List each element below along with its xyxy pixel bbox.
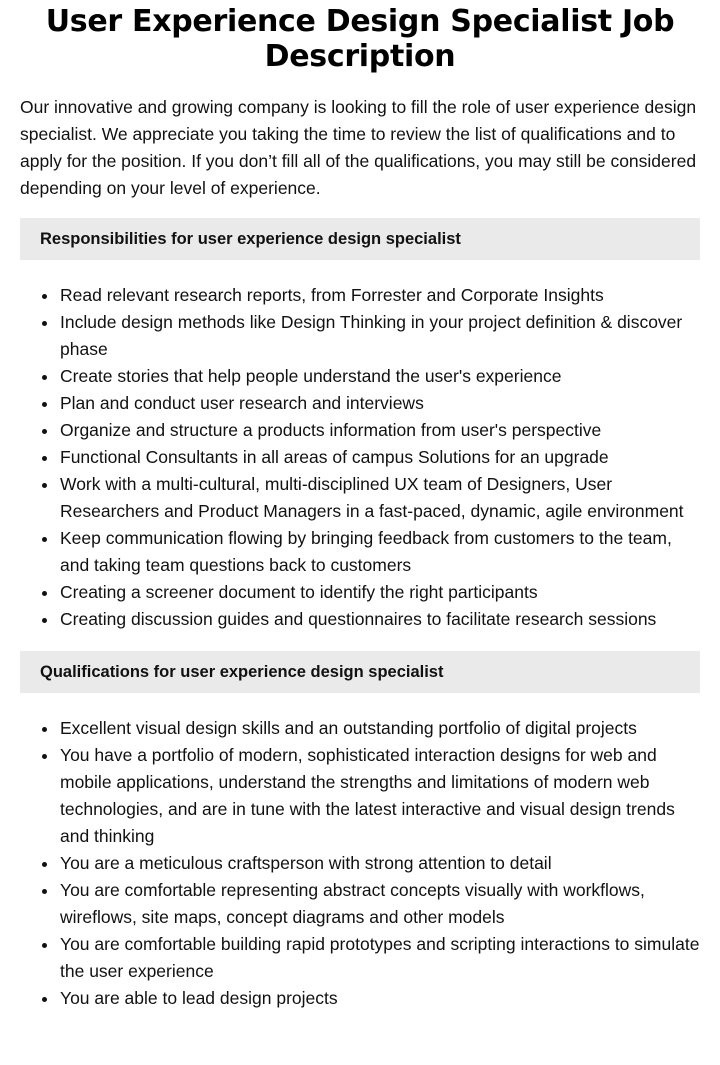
list-item: You are a meticulous craftsperson with strong attention to detail: [60, 850, 700, 877]
list-item: Organize and structure a products information from user's perspective: [60, 417, 700, 444]
qualifications-header-label: Qualifications for user experience design specialist: [40, 662, 444, 681]
page-title: User Experience Design Specialist Job Description: [45, 4, 675, 74]
list-item: Plan and conduct user research and interviews: [60, 390, 700, 417]
qualifications-list: [20, 715, 700, 1012]
list-item: You are able to lead design projects: [60, 985, 700, 1012]
list-item: Work with a multi-cultural, multi-disciplined UX team of Designers, User Researchers and Product Managers in a fast-paced, dynamic, agile environment: [60, 471, 700, 525]
qualifications-header: [20, 651, 700, 693]
list-item: You are comfortable representing abstract concepts visually with workflows, wireflows, site maps, concept diagrams and other models: [60, 877, 700, 931]
list-item: Excellent visual design skills and an outstanding portfolio of digital projects: [60, 715, 700, 742]
intro-paragraph: Our innovative and growing company is looking to fill the role of user experience design specialist. We appreciate you taking the time to review the list of qualifications and to apply for the position. If you don’t fill all of the qualifications, you may still be considered depending on your level of experience.: [20, 97, 697, 198]
list-item: You are comfortable building rapid prototypes and scripting interactions to simulate the user experience: [60, 931, 700, 985]
responsibilities-list: [20, 282, 700, 633]
list-item: Functional Consultants in all areas of campus Solutions for an upgrade: [60, 444, 700, 471]
list-item: Read relevant research reports, from Forrester and Corporate Insights: [60, 282, 700, 309]
list-item: Keep communication flowing by bringing feedback from customers to the team, and taking team questions back to customers: [60, 525, 700, 579]
responsibilities-header: [20, 218, 700, 260]
list-item: Creating discussion guides and questionnaires to facilitate research sessions: [60, 606, 700, 633]
list-item: Create stories that help people understand the user's experience: [60, 363, 700, 390]
responsibilities-header-label: Responsibilities for user experience design specialist: [40, 229, 461, 248]
list-item: Creating a screener document to identify the right participants: [60, 579, 700, 606]
list-item: You have a portfolio of modern, sophisticated interaction designs for web and mobile applications, understand the strengths and limitations of modern web technologies, and are in tune with the latest interactive and visual design trends and thinking: [60, 742, 700, 850]
list-item: Include design methods like Design Thinking in your project definition & discover phase: [60, 309, 700, 363]
